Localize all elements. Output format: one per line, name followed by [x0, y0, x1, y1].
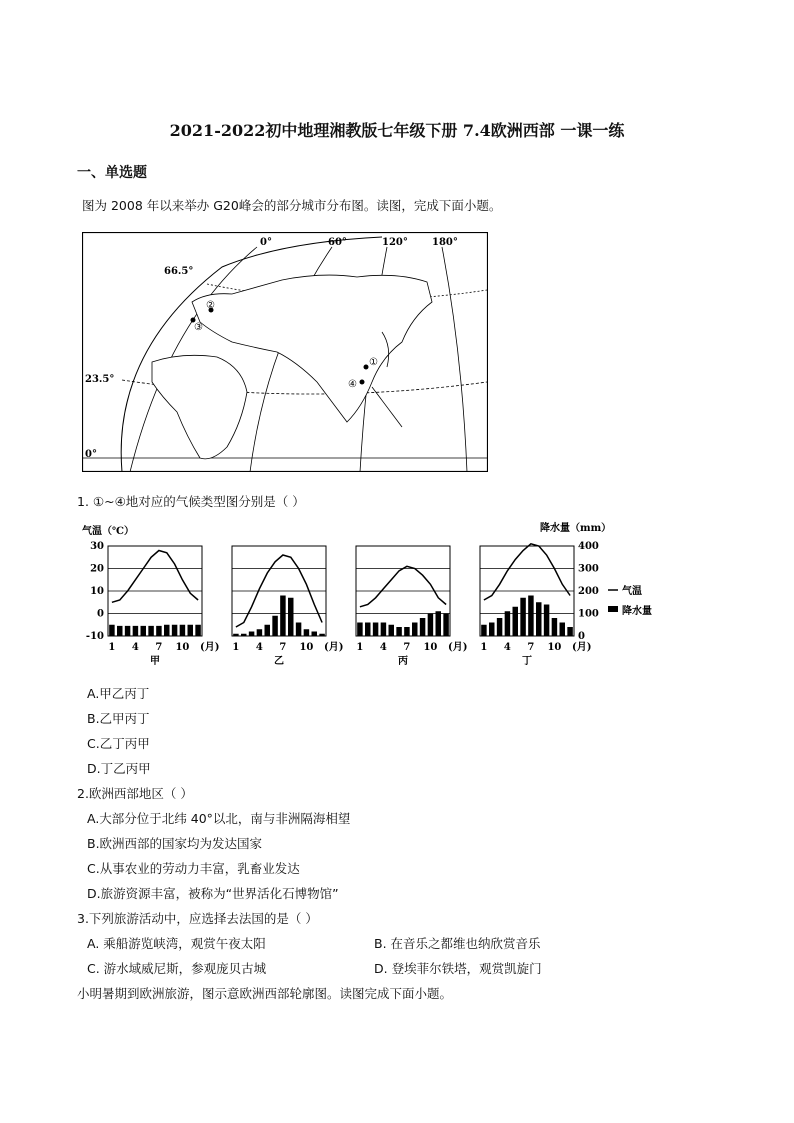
- precipitation-bar: [188, 625, 193, 636]
- precipitation-bar: [396, 627, 401, 636]
- precipitation-bar: [560, 623, 565, 637]
- month-unit-label: (月): [572, 642, 592, 653]
- precipitation-bar: [148, 626, 153, 636]
- month-tick-label: 1: [232, 642, 240, 653]
- month-tick-label: 4: [131, 642, 139, 653]
- temp-tick-label: 0: [97, 608, 104, 620]
- precip-tick-label: 200: [578, 586, 599, 597]
- precipitation-bar: [288, 598, 293, 636]
- question-2-stem: 2.欧洲西部地区（ ）: [77, 786, 193, 801]
- month-tick-label: 1: [108, 642, 116, 653]
- month-tick-label: 10: [547, 642, 562, 653]
- precipitation-bar: [357, 623, 362, 637]
- precipitation-bar: [180, 625, 185, 636]
- precipitation-bar: [280, 596, 285, 637]
- temp-tick-label: 20: [90, 563, 104, 575]
- panel-name: 乙: [274, 656, 284, 667]
- temp-tick-label: 10: [90, 586, 104, 597]
- month-unit-label: (月): [324, 642, 344, 653]
- month-tick-label: 10: [299, 642, 314, 653]
- precipitation-bar: [404, 627, 409, 636]
- precipitation-bar: [481, 625, 486, 636]
- q2-option-a[interactable]: A.大部分位于北纬 40°以北，南与非洲隔海相望: [87, 811, 351, 826]
- precipitation-bar: [428, 614, 433, 637]
- precipitation-bar: [172, 625, 177, 636]
- q3-option-d[interactable]: D. 登埃菲尔铁塔，观赏凯旋门: [374, 961, 542, 976]
- precipitation-bar: [373, 623, 378, 637]
- q2-option-c[interactable]: C.从事农业的劳动力丰富，乳畜业发达: [87, 861, 300, 876]
- legend-precipitation: 降水量: [622, 606, 652, 617]
- precip-tick-label: 400: [578, 541, 599, 552]
- precipitation-bar: [505, 611, 510, 636]
- month-tick-label: 7: [279, 642, 287, 653]
- q3-option-c[interactable]: C. 游水域威尼斯，参观庞贝古城: [87, 961, 267, 976]
- precipitation-bar: [265, 625, 270, 636]
- precipitation-bar: [552, 618, 557, 636]
- month-unit-label: (月): [200, 642, 220, 653]
- month-tick-label: 1: [480, 642, 488, 653]
- city-dot: [360, 380, 365, 385]
- q1-option-d[interactable]: D.丁乙丙甲: [87, 761, 151, 776]
- precipitation-bar: [443, 614, 448, 637]
- climate-panel: [356, 546, 467, 667]
- precipitation-bar: [497, 618, 502, 636]
- question-3-stem: 3.下列旅游活动中，应选择去法国的是（ ）: [77, 911, 318, 926]
- climate-charts: [78, 520, 668, 670]
- intro-text: 图为 2008 年以来举办 G20峰会的部分城市分布图。读图，完成下面小题。: [82, 198, 502, 213]
- legend-temperature: 气温: [622, 586, 642, 597]
- lon-label: 60°: [328, 237, 347, 248]
- outro-text: 小明暑期到欧洲旅游，图示意欧洲西部轮廓图。读图完成下面小题。: [77, 986, 453, 1001]
- precipitation-bar: [528, 596, 533, 637]
- page-title: 2021-2022初中地理湘教版七年级下册 7.4欧洲西部 一课一练: [169, 121, 625, 140]
- question-1-stem: 1. ①~④地对应的气候类型图分别是（ ）: [77, 494, 305, 509]
- month-tick-label: 4: [503, 642, 511, 653]
- city-dot: [364, 365, 369, 370]
- temp-tick-label: -10: [85, 631, 104, 642]
- precipitation-bar: [412, 623, 417, 637]
- precipitation-bar: [520, 598, 525, 636]
- precipitation-bar: [109, 625, 114, 636]
- precipitation-bar: [312, 632, 317, 637]
- precipitation-bar: [296, 623, 301, 637]
- month-tick-label: 7: [155, 642, 163, 653]
- g20-city-map: [82, 232, 488, 472]
- lon-label: 180°: [432, 237, 458, 248]
- precipitation-bar: [381, 623, 386, 637]
- month-tick-label: 7: [403, 642, 411, 653]
- precipitation-bar: [389, 625, 394, 636]
- precipitation-bar: [544, 605, 549, 637]
- panel-name: 丁: [522, 656, 532, 667]
- precipitation-bar: [536, 602, 541, 636]
- month-tick-label: 7: [527, 642, 535, 653]
- q2-option-b[interactable]: B.欧洲西部的国家均为发达国家: [87, 836, 263, 851]
- precipitation-bar: [141, 626, 146, 636]
- city-marker-3: ③: [194, 322, 203, 333]
- city-marker-1: ①: [369, 357, 378, 368]
- panel-name: 甲: [150, 656, 160, 667]
- q3-option-a[interactable]: A. 乘船游览峡湾，观赏午夜太阳: [87, 936, 266, 951]
- precipitation-bar: [436, 611, 441, 636]
- precipitation-bar: [195, 625, 200, 636]
- precipitation-bar: [365, 623, 370, 637]
- climate-panel: [108, 546, 219, 667]
- lat-label: 0°: [85, 449, 97, 460]
- precip-tick-label: 100: [578, 608, 599, 620]
- month-tick-label: 1: [356, 642, 364, 653]
- precip-tick-label: 300: [578, 563, 599, 575]
- month-tick-label: 4: [379, 642, 387, 653]
- city-marker-4: ④: [348, 379, 357, 390]
- panel-name: 丙: [398, 656, 408, 667]
- q3-option-b[interactable]: B. 在音乐之都维也纳欣赏音乐: [374, 936, 541, 951]
- precipitation-bar: [164, 625, 169, 636]
- month-unit-label: (月): [448, 642, 468, 653]
- left-axis-title: 气温（℃）: [82, 526, 134, 537]
- precipitation-bar: [117, 626, 122, 636]
- q2-option-d[interactable]: D.旅游资源丰富，被称为“世界活化石博物馆”: [87, 886, 339, 901]
- q1-option-b[interactable]: B.乙甲丙丁: [87, 711, 150, 726]
- precipitation-bar: [241, 634, 246, 636]
- lon-label: 120°: [382, 237, 408, 248]
- city-marker-2: ②: [206, 300, 215, 311]
- right-axis-title: 降水量（mm）: [540, 523, 612, 534]
- lat-label: 66.5°: [164, 266, 194, 277]
- precipitation-bar: [257, 629, 262, 636]
- precipitation-bar: [272, 616, 277, 636]
- q1-option-a[interactable]: A.甲乙丙丁: [87, 686, 150, 701]
- precipitation-bar: [420, 618, 425, 636]
- precipitation-bar: [249, 632, 254, 637]
- month-tick-label: 10: [175, 642, 190, 653]
- climate-panel: [480, 544, 591, 667]
- precipitation-bar: [125, 626, 130, 636]
- precipitation-bar: [319, 634, 324, 636]
- precipitation-bar: [513, 607, 518, 636]
- q1-option-c[interactable]: C.乙丁丙甲: [87, 736, 150, 751]
- lat-label: 23.5°: [85, 374, 115, 385]
- temp-tick-label: 30: [90, 541, 104, 552]
- month-tick-label: 10: [423, 642, 438, 653]
- month-tick-label: 4: [255, 642, 263, 653]
- precipitation-bar: [567, 627, 572, 636]
- precip-tick-label: 0: [578, 631, 585, 642]
- section-heading: 一、单选题: [77, 165, 147, 181]
- precipitation-bar: [133, 626, 138, 636]
- precipitation-bar: [156, 626, 161, 636]
- climate-panel: [232, 546, 343, 667]
- precipitation-bar: [233, 634, 238, 636]
- lon-label: 0°: [260, 237, 272, 248]
- precipitation-bar: [304, 629, 309, 636]
- precipitation-bar: [489, 623, 494, 637]
